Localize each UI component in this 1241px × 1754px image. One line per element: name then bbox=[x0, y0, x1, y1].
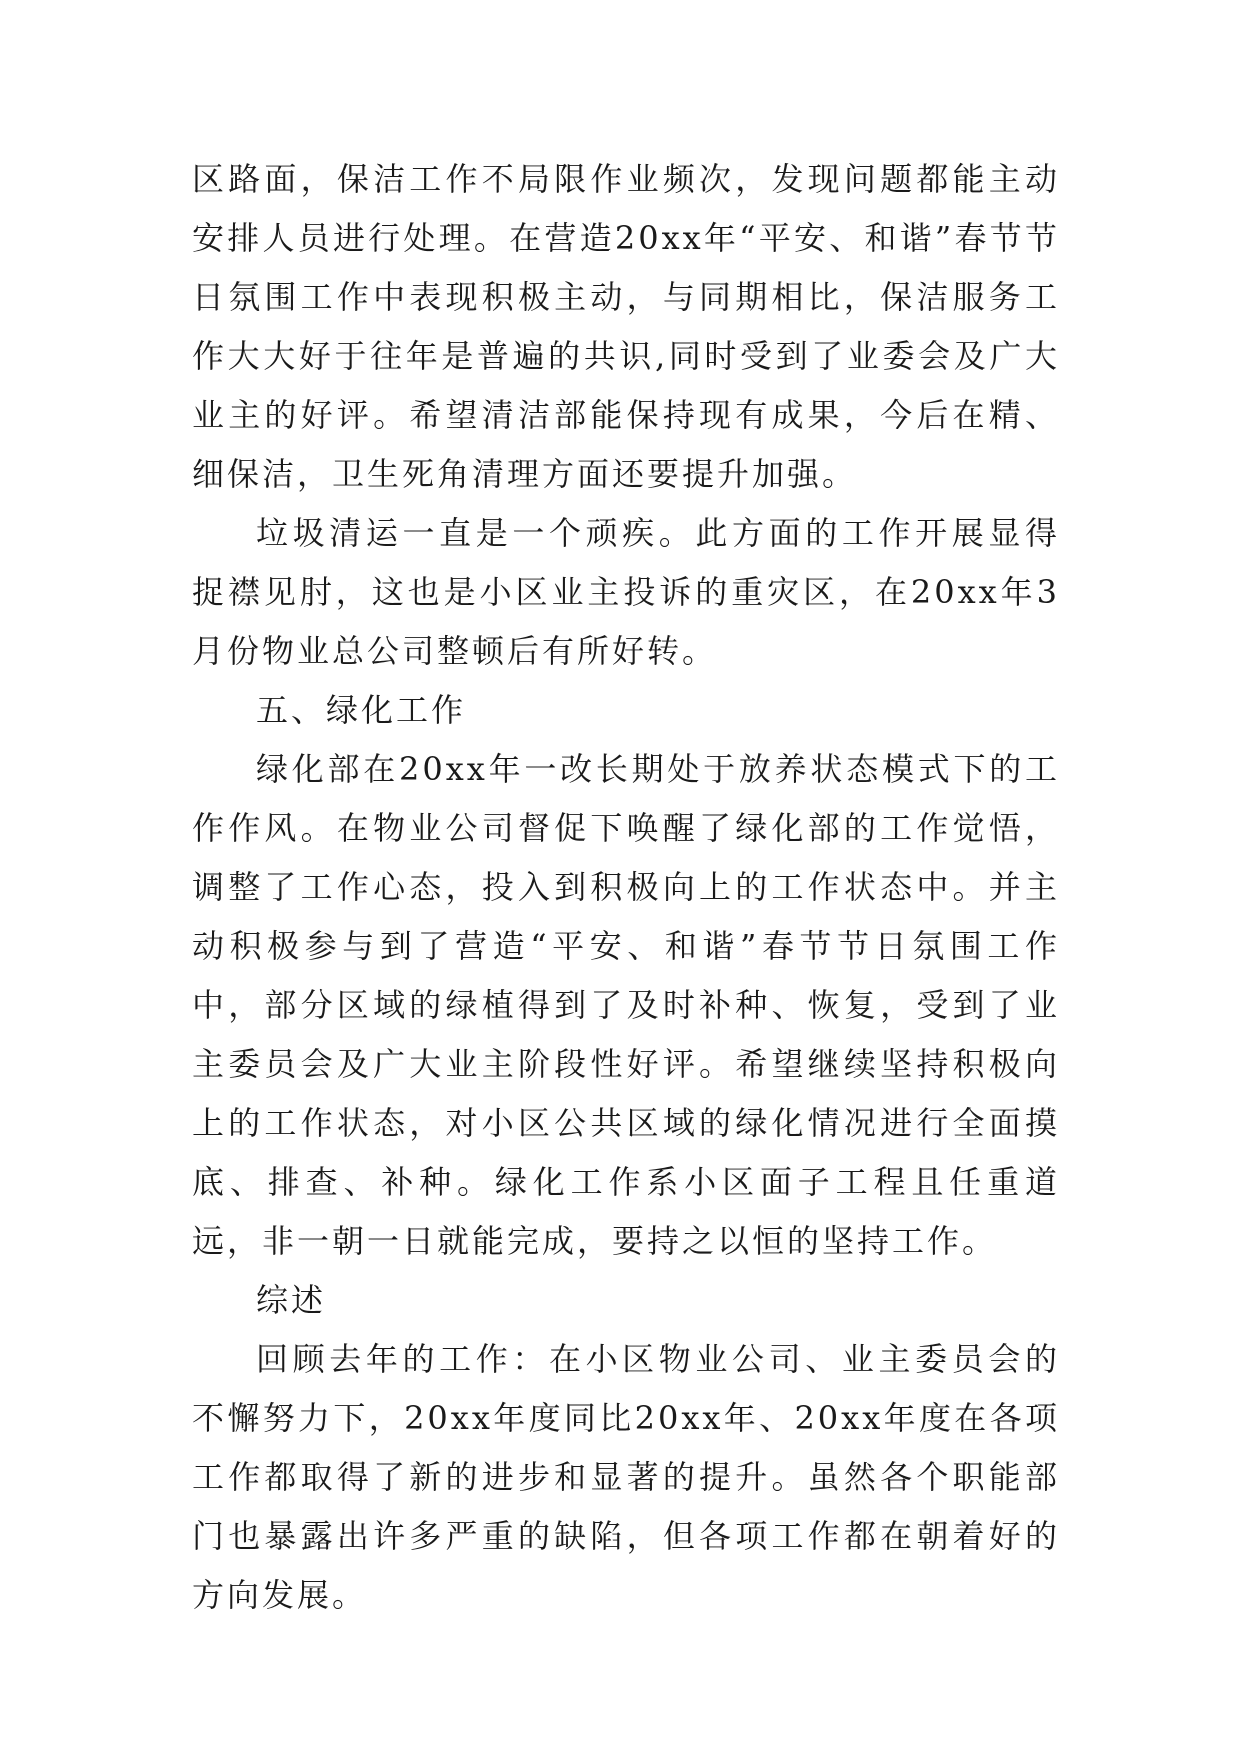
document-page bbox=[192, 150, 1060, 1625]
paragraph-summary: 回顾去年的工作：在小区物业公司、业主委员会的不懈努力下，20xx年度同比20xx年、20xx年度在各项工作都取得了新的进步和显著的提升。虽然各个职能部门也暴露出许多严重的缺陷，但各项工作都在朝着好的方向发展。 bbox=[192, 1340, 1060, 1614]
section-heading-summary: 综述 bbox=[256, 1281, 327, 1319]
section-heading-greening: 五、绿化工作 bbox=[256, 691, 467, 729]
paragraph-garbage: 垃圾清运一直是一个顽疾。此方面的工作开展显得捉襟见肘，这也是小区业主投诉的重灾区，在20xx年3月份物业总公司整顿后有所好转。 bbox=[192, 514, 1060, 670]
paragraph-cleaning-continued: 区路面，保洁工作不局限作业频次，发现问题都能主动安排人员进行处理。在营造20xx年“平安、和谐”春节节日氛围工作中表现积极主动，与同期相比，保洁服务工作大大好于往年是普遍的共识,同时受到了业委会及广大业主的好评。希望清洁部能保持现有成果，今后在精、细保洁，卫生死角清理方面还要提升加强。 bbox=[192, 160, 1060, 493]
paragraph-greening: 绿化部在20xx年一改长期处于放养状态模式下的工作作风。在物业公司督促下唤醒了绿化部的工作觉悟，调整了工作心态，投入到积极向上的工作状态中。并主动积极参与到了营造“平安、和谐”春节节日氛围工作中，部分区域的绿植得到了及时补种、恢复，受到了业主委员会及广大业主阶段性好评。希望继续坚持积极向上的工作状态，对小区公共区域的绿化情况进行全面摸底、排查、补种。绿化工作系小区面子工程且任重道远，非一朝一日就能完成，要持之以恒的坚持工作。 bbox=[192, 750, 1060, 1260]
